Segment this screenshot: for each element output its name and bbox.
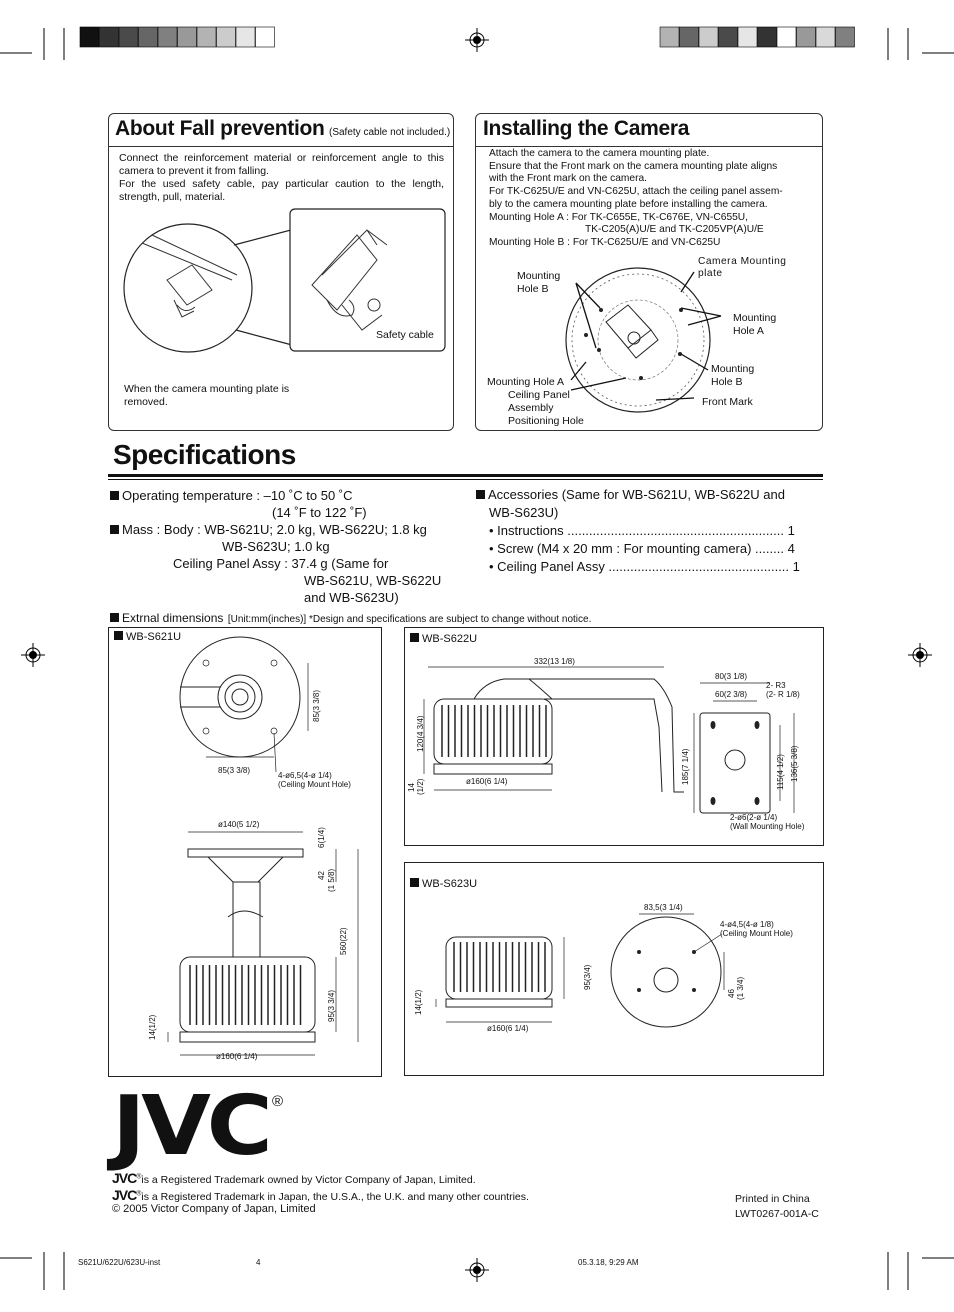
fall-rule [109,146,453,147]
s621-dim-42b: (1 5/8) [327,868,336,892]
s622-dim-160: ø160(6 1/4) [466,777,508,786]
s622-r3-2: (2- R 1/8) [766,690,800,699]
jvc-mark-small: JVC [112,1170,137,1186]
s622-hole-2: (Wall Mounting Hole) [730,822,805,831]
s621-hole-1: 4-ø6,5(4-ø 1/4) [278,771,332,780]
install-line-2: Ensure that the Front mark on the camera mounting plate aligns [489,160,778,172]
hole-a-text-1: For TK-C655E, TK-C676E, VN-C655U, [571,211,748,223]
s622-dim-115: 115(4 1/2) [776,754,785,790]
s622-dim-332: 332(13 1/8) [534,657,575,666]
install-line-3: with the Front mark on the camera. [489,173,647,185]
mass-5: and WB-S623U) [304,590,399,605]
color-swatch [816,27,835,47]
s621-dim-95: 95(3 3/4) [327,989,336,1022]
color-swatch [80,27,99,47]
fall-title: About Fall prevention [115,117,325,140]
fall-caption: When the camera mounting plate is removed. [124,383,290,408]
s621-dim-42a: 42 [317,871,326,880]
s622-dim-185: 185(7 1/4) [681,748,690,785]
color-swatch [158,27,177,47]
color-swatch [797,27,816,47]
file-name: S621U/622U/623U-inst [78,1258,161,1267]
s623-dim-46b: (1 3/4) [736,976,745,1000]
color-swatch [178,27,197,47]
s621-dim-85-v: 85(3 3/8) [312,689,321,722]
s623-dim-14: 14(1/2) [414,989,423,1015]
label-plate-2: plate [698,268,723,279]
s623-hole-1: 4-ø4,5(4-ø 1/8) [720,920,774,929]
s621-dim-160: ø160(6 1/4) [216,1052,258,1061]
s623-dim-46a: 46 [727,989,736,998]
install-line-4: For TK-C625U/E and VN-C625U, attach the ceiling panel assem- [489,186,783,198]
label-plate-1: Camera Mounting [698,256,787,267]
accessory-item-3: • Ceiling Panel Assy .................................................. 1 [489,559,800,574]
mass-3: Ceiling Panel Assy : 37.4 g (Same for [173,556,389,571]
label-mhb-1: Mounting [517,270,561,282]
color-swatch [256,27,275,47]
op-temp-1: Operating temperature : –10 ˚C to 50 ˚C [122,488,353,503]
color-swatch [119,27,138,47]
color-swatch [139,27,158,47]
color-swatch [680,27,699,47]
s621-name: WB-S621U [126,631,182,643]
label-mha-1: Mounting [733,312,777,324]
jvc-logo: JVC [112,1079,269,1174]
accessory-item-2: • Screw (M4 x 20 mm : For mounting camera) ........ 4 [489,541,795,556]
hole-b-text: For TK-C625U/E and VN-C625U [572,236,721,248]
color-swatch [836,27,855,47]
op-temp-2: (14 ˚F to 122 ˚F) [272,505,367,520]
s621-dim-560: 560(22) [339,927,348,955]
jvc-mark-small: JVC [112,1187,137,1203]
install-title: Installing the Camera [483,117,690,140]
fall-text-1: Connect the reinforcement material or reinforcement angle to this camera to prevent it from falling. [119,152,444,177]
s622-dim-60: 60(2 3/8) [715,690,748,699]
install-rule [476,146,822,147]
fall-text-2: For the used safety cable, pay particular caution to the length, strength, pull, material. [119,178,444,203]
accessories-2: WB-S623U) [489,505,559,520]
bullet-square-icon [110,525,119,534]
s623-drawing [404,862,822,1074]
color-swatch [777,27,796,47]
fall-note: (Safety cable not included.) [329,127,451,138]
specs-rule-thin [108,479,823,480]
label-mhb-3: Mounting [711,363,755,375]
page-number: 4 [256,1258,261,1267]
dims-note: [Unit:mm(inches)] *Design and specifications are subject to change without notice. [227,614,592,625]
s621-hole-2: (Ceiling Mount Hole) [278,780,351,789]
label-cp-3: Positioning Hole [508,415,584,427]
doc-code: LWT0267-001A-C [735,1208,819,1220]
color-swatch [236,27,255,47]
color-swatch [738,27,757,47]
s623-dim-95: 95(3/4) [583,964,592,990]
label-mhb-4: Hole B [711,376,743,388]
s622-dim-120: 120(4 3/4) [416,715,425,752]
s622-dim-80: 80(3 1/8) [715,672,748,681]
s622-name: WB-S622U [422,633,478,645]
specs-rule-thick [108,474,823,477]
s622-dim-14b: (1/2) [416,778,425,795]
color-swatch [719,27,738,47]
color-swatch [217,27,236,47]
trademark-line-2: is a Registered Trademark in Japan, the U.S.A., the U.K. and many other countries. [141,1191,529,1203]
accessories-1: Accessories (Same for WB-S621U, WB-S622U and [488,487,785,502]
bullet-square-icon [110,613,119,622]
s622-drawing [404,627,822,844]
label-mhb-2: Hole B [517,283,549,295]
hole-a-text-2: TK-C205(A)U/E and TK-C205VP(A)U/E [585,224,764,236]
install-line-5: bly to the camera mounting plate before installing the camera. [489,198,768,210]
specs-title: Specifications [113,439,296,470]
s622-dim-14a: 14 [407,783,416,792]
label-mha-left: Mounting Hole A [487,376,565,388]
copyright: © 2005 Victor Company of Japan, Limited [112,1203,316,1215]
s622-r3-1: 2- R3 [766,681,786,690]
safety-cable-label: Safety cable [376,329,434,341]
hole-a-label: Mounting Hole A : [489,211,569,223]
s623-dim-83: 83,5(3 1/4) [644,903,683,912]
bullet-square-icon [476,490,485,499]
label-cp-2: Assembly [508,402,554,414]
print-date: 05.3.18, 9:29 AM [578,1258,639,1267]
trademark-line-1: is a Registered Trademark owned by Victor Company of Japan, Limited. [141,1174,476,1186]
dims-title: Extrnal dimensions [122,611,224,625]
s621-dim-140: ø140(5 1/2) [218,820,260,829]
color-swatch [100,27,119,47]
label-front-mark: Front Mark [702,396,753,408]
s623-hole-2: (Ceiling Mount Hole) [720,929,793,938]
mass-1: Mass : Body : WB-S621U; 2.0 kg, WB-S622U; 1.8 kg [122,522,427,537]
printed-in: Printed in China [735,1193,810,1205]
label-cp-1: Ceiling Panel [508,389,570,401]
s623-dim-160: ø160(6 1/4) [487,1024,529,1033]
mass-4: WB-S621U, WB-S622U [304,573,442,588]
s621-dim-85-h: 85(3 3/8) [218,766,251,775]
s621-dim-14: 14(1/2) [148,1014,157,1040]
install-line-1: Attach the camera to the camera mounting plate. [489,148,710,159]
s623-name: WB-S623U [422,878,478,890]
jvc-logo-reg: ® [272,1093,284,1110]
color-swatch [699,27,718,47]
color-swatch [197,27,216,47]
s622-dim-136: 136(5 3/8) [790,745,799,782]
s621-drawing [108,627,380,1075]
label-mha-2: Hole A [733,325,764,337]
mass-2: WB-S623U; 1.0 kg [222,539,330,554]
s621-dim-6: 6(1/4) [317,827,326,848]
hole-b-label: Mounting Hole B : [489,236,570,248]
color-swatch [660,27,679,47]
color-swatch [758,27,777,47]
bullet-square-icon [110,491,119,500]
s622-hole-1: 2-ø6(2-ø 1/4) [730,813,778,822]
accessory-item-1: • Instructions ............................................................ 1 [489,523,795,538]
